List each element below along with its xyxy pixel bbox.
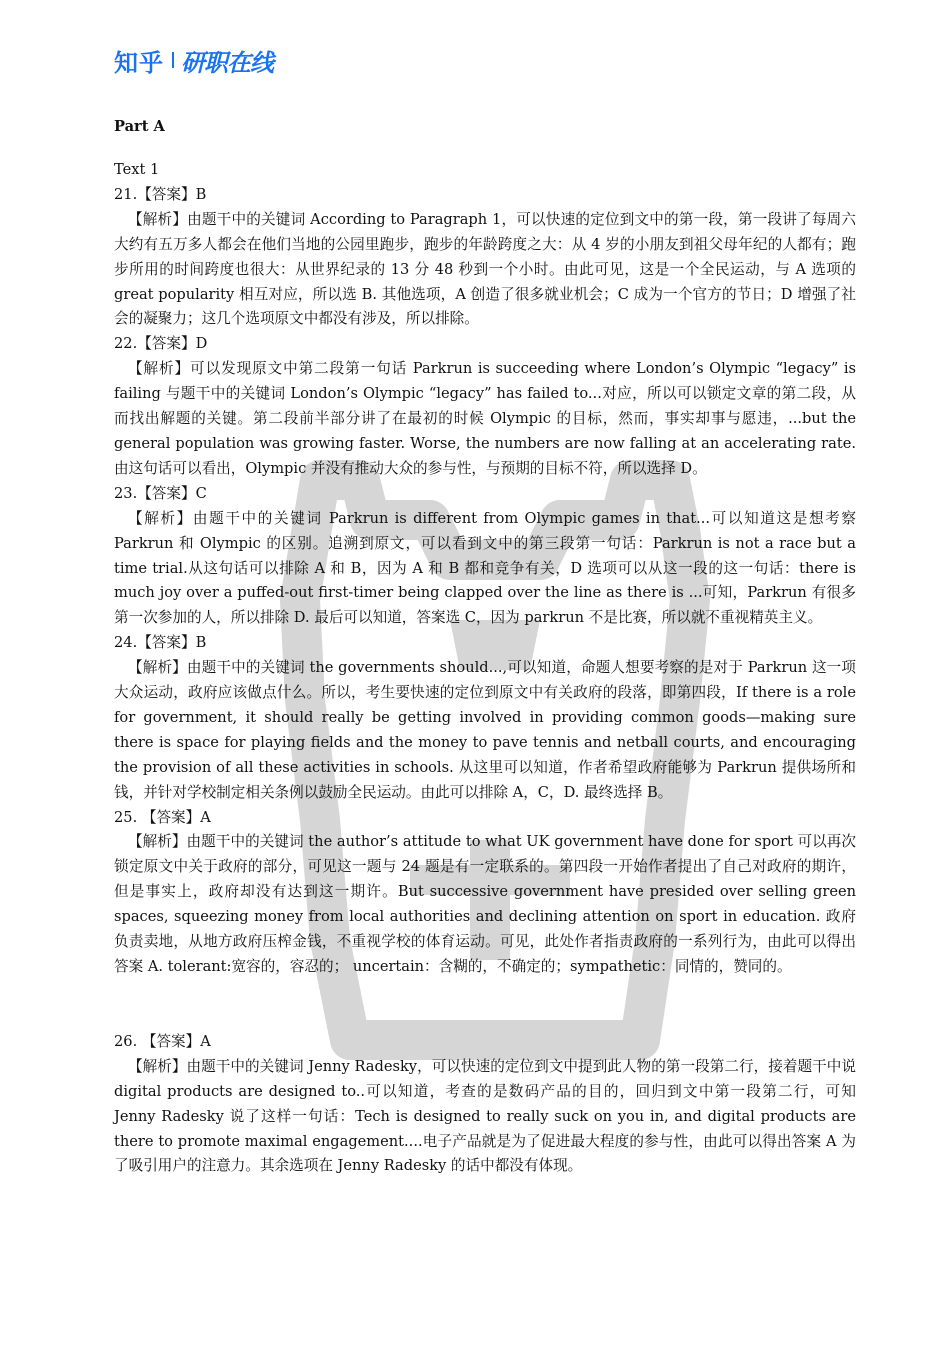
answer-line: 23.【答案】C: [114, 484, 207, 502]
question-24: [114, 631, 856, 805]
analysis-paragraph: 【解析】由题干中的关键词 Jenny Radesky，可以快速的定位到文中提到此人物的第一段第二行，接着题干中说 digital products are designed to..可以知道，考查的是数码产品的目的，回归到文中第一段第二行，可知 Jenny Radesky 说了这样一句话：Tech is designed to really suck on you in, and digital products are there to promote maximal engagement....电子产品就是为了促进最大程度的参与性，由此可以得出答案 A 为了吸引用户的注意力。其余选项在 Jenny Radesky 的话中都没有体现。: [114, 1057, 856, 1175]
document-body: [114, 112, 856, 1179]
question-26: [114, 1030, 856, 1179]
section-spacer: [114, 980, 856, 1030]
analysis-paragraph: 【解析】由题干中的关键词 Parkrun is different from Olympic games in that...可以知道这是想考察 Parkrun 和 Olympic 的区别。追溯到原文，可以看到文中的第三段第一句话：Parkrun is not a race but a time trial.从这句话可以排除 A 和 B，因为 A 和 B 都和竞争有关，D 选项可以从这一段的这一句话：there is much joy over a puffed-out first-timer being clapped over the line as there is ...可知，Parkrun 有很多第一次参加的人，所以排除 D. 最后可以知道，答案选 C，因为 parkrun 不是比赛，所以就不重视精英主义。: [114, 509, 856, 627]
question-25: [114, 806, 856, 980]
analysis-paragraph: 【解析】由题干中的关键词 the author’s attitude to what UK government have done for sport 可以再次锁定原文中关于政府的部分，可见这一题与 24 题是有一定联系的。第四段一开始作者提出了自己对政府的期许，但是事实上，政府却没有达到这一期许。But successive government have presided over selling green spaces, squeezing money from local authorities and declining attention on sport in education. 政府负责卖地，从地方政府压榨金钱，不重视学校的体育运动。可见，此处作者指责政府的一系列行为，由此可以得出答案 A. tolerant:宽容的，容忍的； uncertain：含糊的，不确定的；sympathetic：同情的，赞同的。: [114, 833, 856, 975]
question-21: [114, 183, 856, 332]
question-23: [114, 482, 856, 631]
logo-zhihu: 知乎: [114, 48, 164, 77]
answer-line: 21.【答案】B: [114, 185, 207, 203]
answer-line: 22.【答案】D: [114, 335, 208, 353]
part-title: Part A: [114, 118, 165, 135]
logo: [114, 44, 273, 76]
analysis-paragraph: 【解析】由题干中的关键词 the governments should...,可以知道，命题人想要考察的是对于 Parkrun 这一项大众运动，政府应该做点什么。所以，考生要快速的定位到原文中有关政府的段落，即第四段，If there is a role for government, it should really be getting involved in providing common goods—making sure there is space for playing fields and the money to pave tennis and netball courts, and encouraging the provision of all these activities in schools. 从这里可以知道，作者希望政府能够为 Parkrun 提供场所和钱，并针对学校制定相关条例以鼓励全民运动。由此可以排除 A，C，D. 最终选择 B。: [114, 659, 856, 801]
answer-line: 25. 【答案】A: [114, 808, 211, 826]
logo-brand: 研职在线: [181, 48, 273, 77]
text-label: Text 1: [114, 161, 160, 178]
answer-line: 26. 【答案】A: [114, 1032, 211, 1050]
analysis-paragraph: 【解析】可以发现原文中第二段第一句话 Parkrun is succeeding where London’s Olympic “legacy” is failing 与题干中的关键词 London’s Olympic “legacy” has failed to...对应，所以可以锁定文章的第二段，从而找出解题的关键。第二段前半部分讲了在最初的时候 Olympic 的目标，然而，事实却事与愿违，...but the general population was growing faster. Worse, the numbers are now falling at an accelerating rate. 由这句话可以看出，Olympic 并没有推动大众的参与性，与预期的目标不符，所以选择 D。: [114, 360, 856, 477]
logo-divider: [172, 52, 174, 68]
analysis-paragraph: 【解析】由题干中的关键词 According to Paragraph 1，可以快速的定位到文中的第一段，第一段讲了每周六大约有五万多人都会在他们当地的公园里跑步，跑步的年龄跨度之大：从 4 岁的小朋友到祖父母年纪的人都有；跑步所用的时间跨度也很大：从世界纪录的 13 分 48 秒到一个小时。由此可见，这是一个全民运动，与 A 选项的 great popularity 相互对应，所以选 B. 其他选项，A 创造了很多就业机会；C 成为一个官方的节日；D 增强了社会的凝聚力；这几个选项原文中都没有涉及，所以排除。: [114, 210, 856, 328]
answer-line: 24.【答案】B: [114, 634, 207, 652]
question-22: [114, 332, 856, 481]
